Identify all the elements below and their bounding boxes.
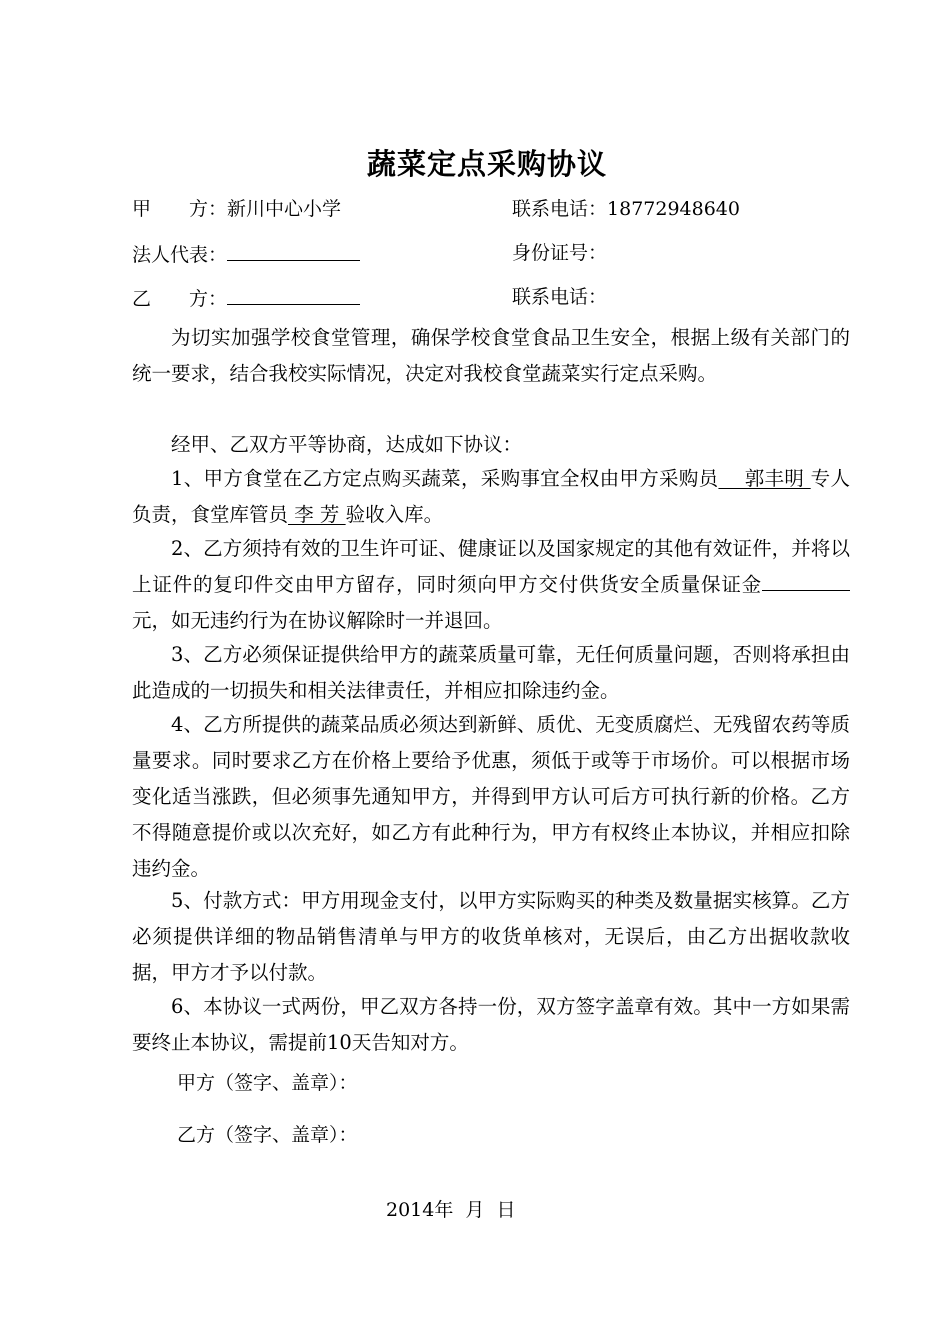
- party-b-row: [132, 284, 360, 312]
- document-title: 蔬菜定点采购协议: [366, 147, 607, 181]
- party-b-blank[interactable]: [227, 284, 360, 305]
- party-b-phone-row: [512, 284, 607, 310]
- id-number-label: 身份证号：: [512, 242, 608, 264]
- party-b-label: 乙 方：: [132, 288, 228, 310]
- clause-1-text-b: 专人负责，食堂库管员: [132, 467, 850, 526]
- legal-rep-row: [132, 240, 360, 268]
- party-a-label: 甲 方：: [132, 198, 228, 220]
- agreement-paragraph: 经甲、乙双方平等协商，达成如下协议：: [171, 433, 523, 456]
- clause-1: [132, 461, 850, 533]
- intro-paragraph: 为切实加强学校食堂管理，确保学校食堂食品卫生安全，根据上级有关部门的统一要求，结合我校实际情况，决定对我校食堂蔬菜实行定点采购。: [132, 326, 850, 385]
- legal-rep-label: 法人代表：: [132, 244, 228, 266]
- storekeeper-name: 李 芳: [288, 503, 346, 526]
- clause-2-text-b: 元，如无违约行为在协议解除时一并退回。: [132, 609, 503, 632]
- party-b-phone-label: 联系电话：: [512, 286, 608, 308]
- clause-2-text-a: 2、乙方须持有效的卫生许可证、健康证以及国家规定的其他有效证件，并将以上证件的复印件交由甲方留存，同时须向甲方交付供货安全质量保证金: [132, 537, 850, 596]
- clause-1-text-c: 验收入库。: [345, 503, 444, 526]
- party-b-signature: 乙方（签字、盖章）：: [177, 1124, 358, 1146]
- party-a-signature: 甲方（签字、盖章）：: [177, 1072, 358, 1094]
- party-a-phone-label: 联系电话：: [512, 198, 608, 220]
- party-a-phone: 18772948640: [607, 198, 740, 220]
- party-a-phone-row: [512, 196, 740, 222]
- clause-5: 5、付款方式：甲方用现金支付，以甲方实际购买的种类及数量据实核算。乙方必须提供详细的物品销售清单与甲方的收货单核对，无误后，由乙方出据收款收据，甲方才予以付款。: [132, 889, 850, 984]
- clause-4: 4、乙方所提供的蔬菜品质必须达到新鲜、质优、无变质腐烂、无残留农药等质量要求。同时要求乙方在价格上要给予优惠，须低于或等于市场价。可以根据市场变化适当涨跌，但必须事先通知甲方，并得到甲方认可后方可执行新的价格。乙方不得随意提价或以次充好，如乙方有此种行为，甲方有权终止本协议，并相应扣除违约金。: [132, 713, 850, 880]
- clause-6: 6、本协议一式两份，甲乙双方各持一份，双方签字盖章有效。其中一方如果需要终止本协议，需提前10天告知对方。: [132, 995, 850, 1054]
- clause-1-text-a: 1、甲方食堂在乙方定点购买蔬菜，采购事宜全权由甲方采购员: [171, 467, 719, 490]
- legal-rep-blank[interactable]: [227, 240, 360, 261]
- clause-3: 3、乙方必须保证提供给甲方的蔬菜质量可靠，无任何质量问题，否则将承担由此造成的一切损失和相关法律责任，并相应扣除违约金。: [132, 643, 850, 702]
- party-a-row: [132, 196, 341, 222]
- id-number-row: [512, 240, 607, 266]
- signing-date: 2014年 月 日: [386, 1199, 516, 1221]
- deposit-blank[interactable]: [762, 570, 850, 591]
- clause-2: [132, 531, 850, 639]
- buyer-name: 郭丰明: [718, 467, 811, 490]
- party-a-name: 新川中心小学: [227, 198, 342, 220]
